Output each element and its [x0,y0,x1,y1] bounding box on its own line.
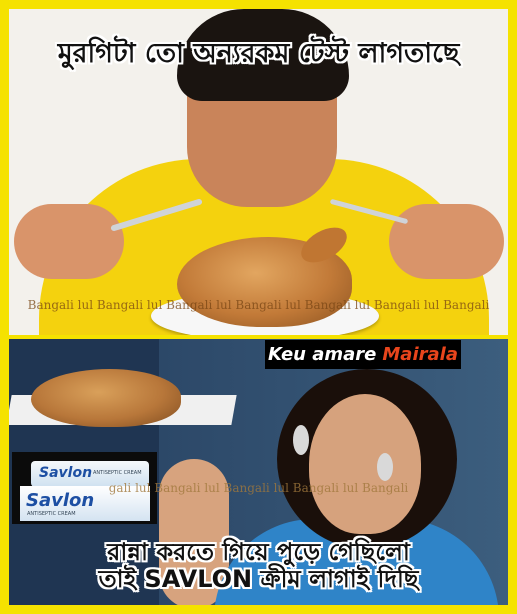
caption-label [265,340,461,369]
bottom-caption-line2: তাই SAVLON ক্রীম লাগাই দিছি [98,565,419,593]
bottom-watermark: gali lul Bangali lul Bangali lul Bangali lul Bangali [108,481,409,495]
top-watermark: Bangali lul Bangali lul Bangali lul Bangali lul Bangali lul Bangali lul Bangali [27,298,490,312]
earring-icon [293,425,309,455]
woman-face [309,394,421,534]
box-brand: Savlon [26,490,95,511]
bottom-caption-line1: রান্না করতে গিয়ে পুড়ে গেছিলো [107,538,410,566]
label-red-text: Mairala [382,344,458,365]
top-panel [9,9,508,335]
box-subtitle: ANTISEPTIC CREAM [27,511,76,517]
earring-icon [377,453,393,481]
label-white-text: Keu amare [268,344,377,365]
top-caption: মুরগিটা তো অন্যরকম টেস্ট লাগতাছে [57,38,460,69]
left-hand [14,204,124,279]
tube-brand: Savlon [39,465,93,481]
bottom-panel [9,339,508,605]
right-hand [389,204,504,279]
burnt-chicken [31,369,181,427]
tube-subtitle: ANTISEPTIC CREAM [93,470,142,476]
